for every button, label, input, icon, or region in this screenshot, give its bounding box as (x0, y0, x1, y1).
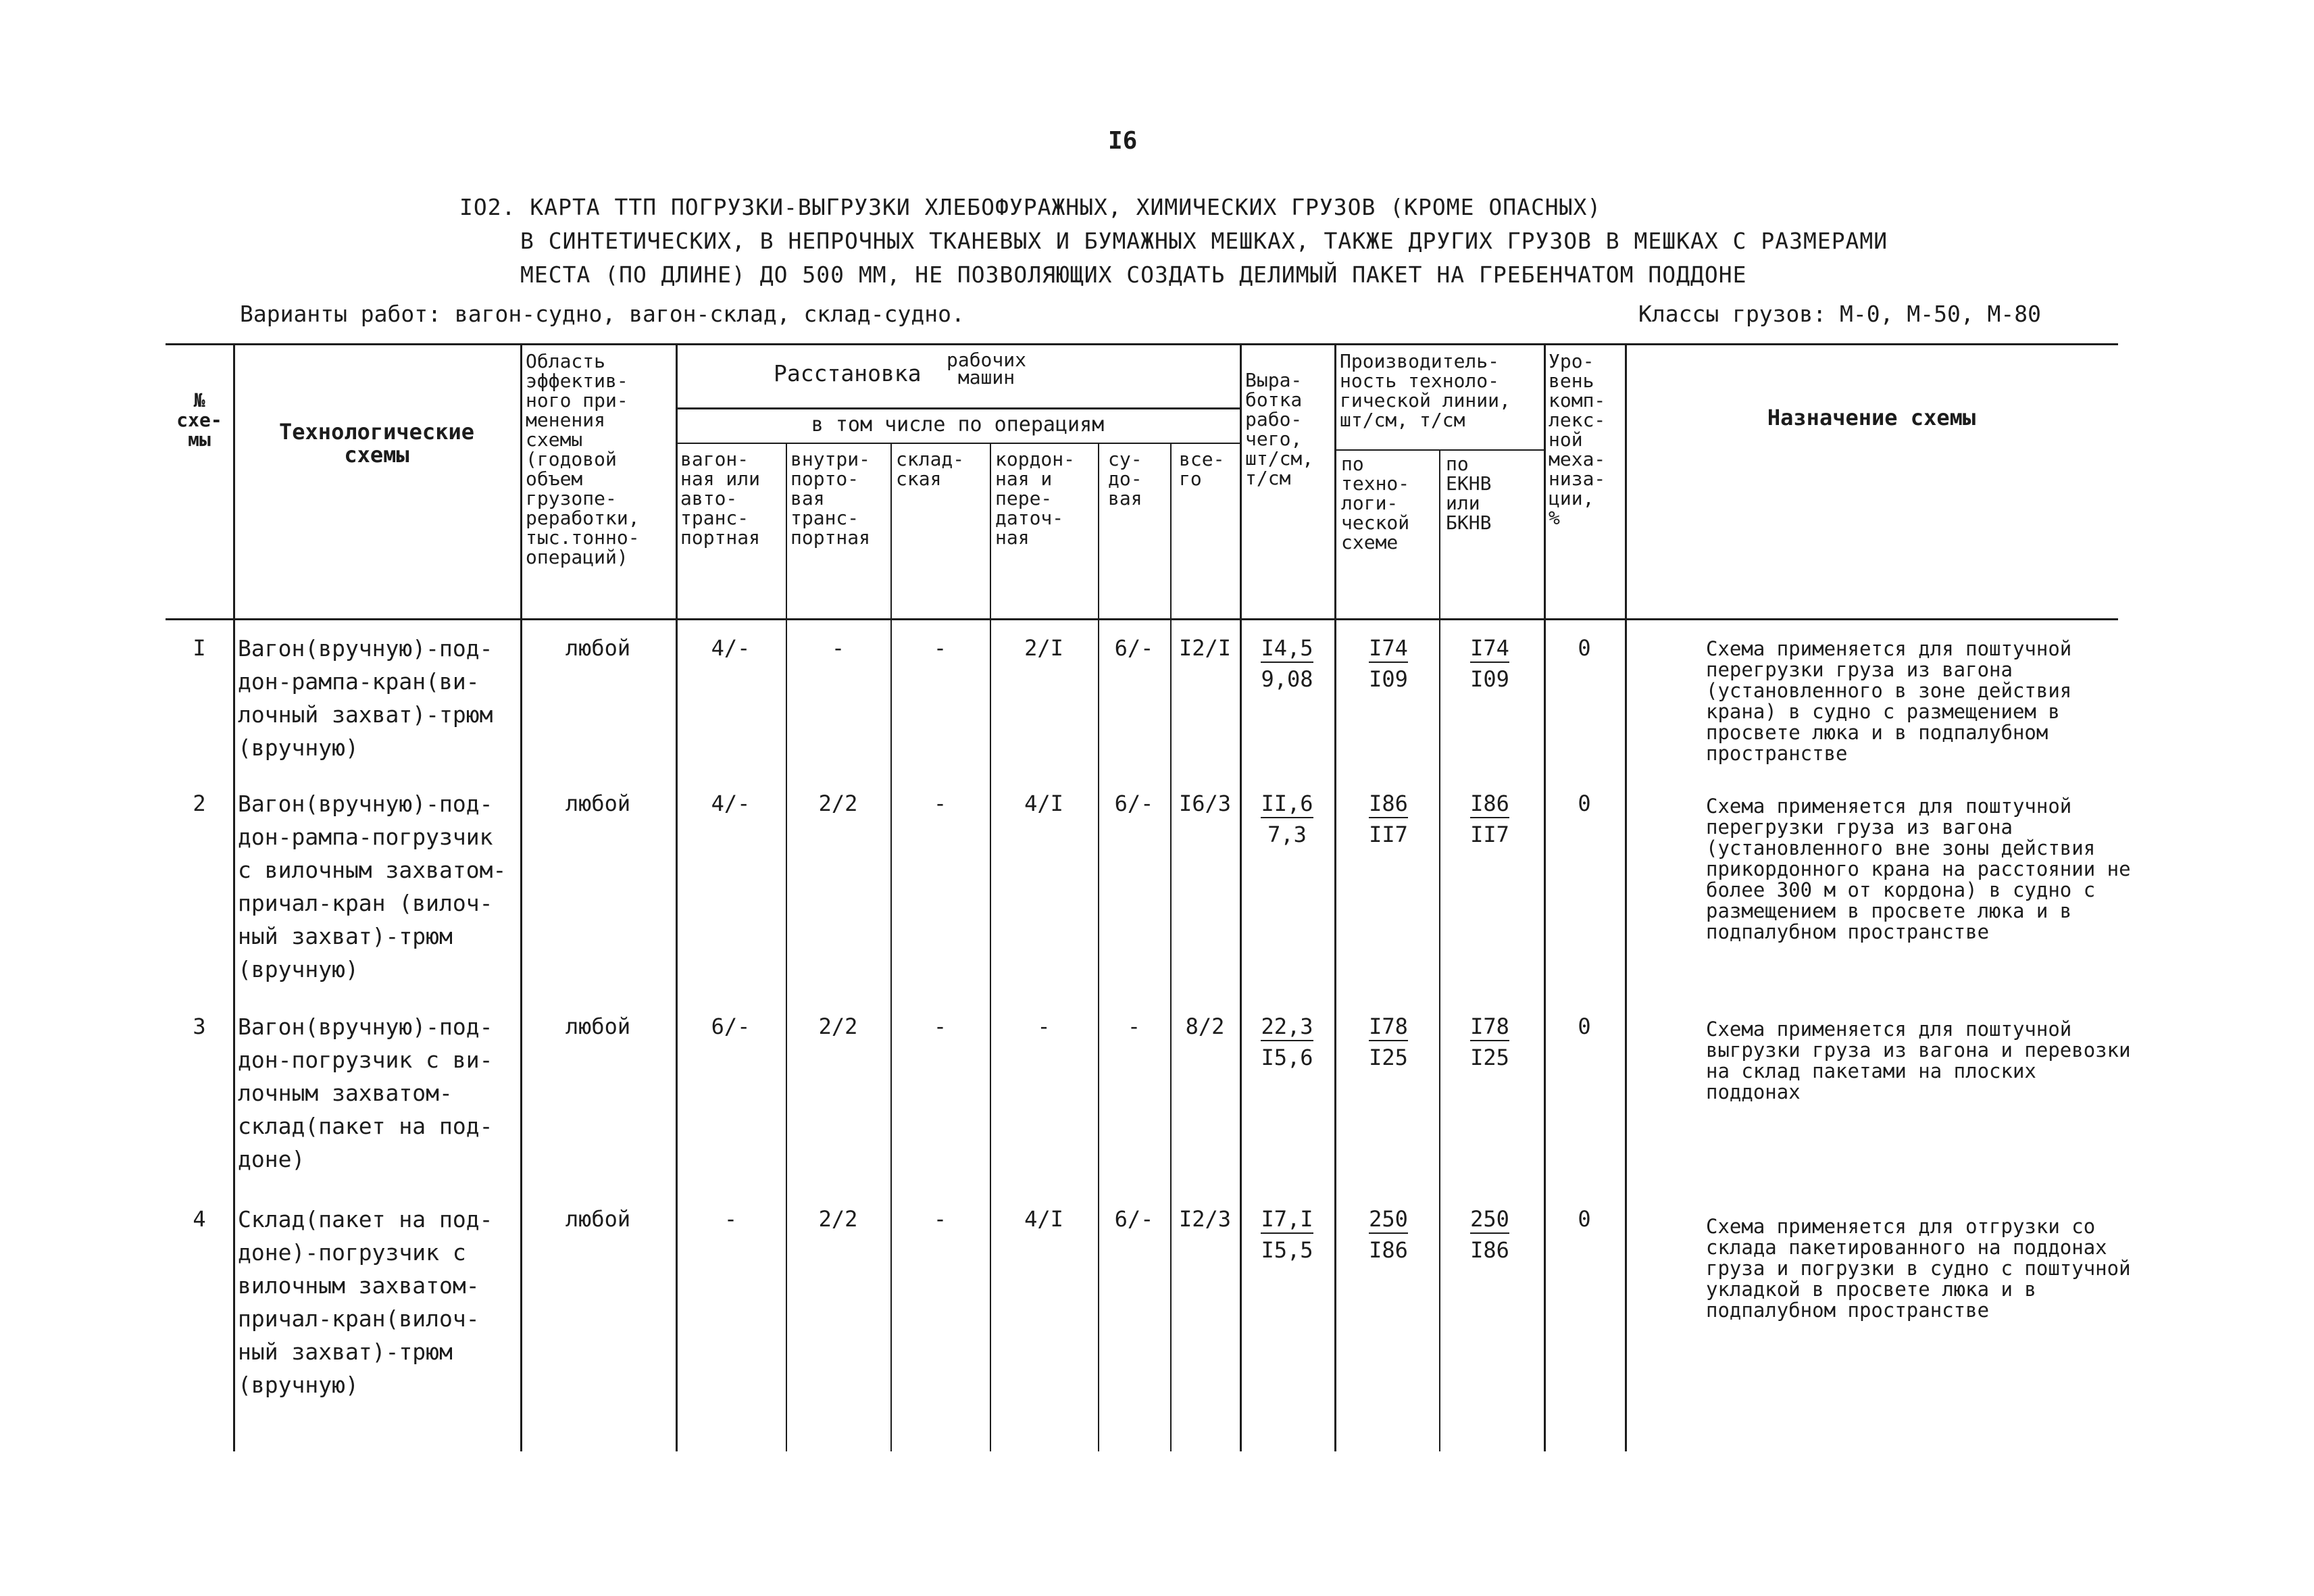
row-number: I (193, 635, 206, 661)
row-total: I6/3 (1178, 791, 1232, 816)
row-purpose (1625, 796, 2132, 943)
header-mechanization-level: Уро- вень комп- лекс- ной меха- низа- ции, % (1549, 350, 1606, 529)
row-prod-tech (1358, 632, 1419, 694)
row-prod-tech (1358, 787, 1419, 849)
output-per-shift-t: I5,6 (1261, 1045, 1313, 1070)
row-wagon: 4/- (711, 791, 751, 816)
col-line (786, 443, 787, 1451)
output-per-shift-t: 9,08 (1261, 666, 1313, 692)
row-internal: 2/2 (818, 1206, 858, 1232)
row-internal: 2/2 (818, 791, 858, 816)
header-scheme-number: № схе- мы (176, 389, 222, 451)
col-line (520, 343, 522, 1451)
row-total: I2/3 (1178, 1206, 1232, 1232)
row-scheme: Вагон(вручную)-под- дон-рампа-погрузчик с вилочным захватом- причал-кран (вилоч- ный захват)-трюм (вручную) (238, 791, 507, 982)
prod-eknv-pcs: 250 (1470, 1205, 1509, 1234)
header-op-internal: внутри- порто- вая транс- портная (790, 448, 871, 549)
row-wagon: 6/- (711, 1014, 751, 1039)
operations-rule (676, 443, 1240, 444)
header-placement: Расстановка (774, 360, 922, 386)
row-warehouse: - (933, 1206, 947, 1232)
row-output (1257, 632, 1317, 694)
header-technological-schemes: Технологические схемы (279, 419, 474, 468)
purpose-text: Схема применяется для отгрузки со склада пакетированного на поддонах груза и погрузки в судно с поштучной укладкой в просвете люка и в подпалубном пространстве (1706, 1215, 2131, 1322)
placement-sub-rule (676, 407, 1240, 409)
header-productivity: Производитель- ность техноло- гической линии, шт/см, т/см (1340, 350, 1511, 431)
purpose-text: Схема применяется для поштучной перегрузки груза из вагона (установленного в зоне действия крана) в судно с размещением в просвете люка и в подпалубном пространстве (1706, 637, 2072, 765)
output-per-shift-t: 7,3 (1267, 822, 1307, 847)
row-purpose (1625, 1019, 2132, 1103)
row-purpose (1625, 639, 2132, 764)
col-line (890, 443, 892, 1451)
row-scheme: Вагон(вручную)-под- дон-погрузчик с ви- лочным захватом- склад(пакет на под- доне) (238, 1014, 493, 1172)
row-area: любой (565, 791, 631, 816)
row-scheme: Вагон(вручную)-под- дон-рампа-кран(ви- лочный захват)-трюм (вручную) (238, 635, 493, 761)
header-op-quay: кордон- ная и пере- даточ- ная (995, 448, 1076, 549)
row-prod-eknv (1459, 1203, 1520, 1265)
col-line (990, 443, 991, 1451)
row-number: 2 (193, 791, 206, 816)
header-placement-machines: рабочих машин (946, 349, 1026, 389)
header-application-area: Область эффектив- ного при- менения схемы (годовой объем грузопе- реработки, тыс.тонно- операций) (526, 350, 640, 568)
prod-tech-pcs: 250 (1369, 1205, 1408, 1234)
col-line (676, 343, 678, 1451)
header-op-ship: су- до- вая (1108, 448, 1142, 509)
row-total: I2/I (1178, 635, 1232, 661)
col-line (1240, 343, 1242, 1451)
row-area: любой (565, 1206, 631, 1232)
row-ship: 6/- (1114, 635, 1154, 661)
row-prod-eknv (1459, 1010, 1520, 1072)
header-prod-tech-scheme: по техно- логи- ческой схеме (1341, 453, 1410, 553)
prod-tech-t: I25 (1369, 1045, 1408, 1070)
purpose-text: Схема применяется для поштучной выгрузки груза из вагона и перевозки на склад пакетами на плоских поддонах (1706, 1018, 2131, 1103)
row-area: любой (565, 635, 631, 661)
table-top-rule (166, 343, 2118, 345)
prod-eknv-pcs: I86 (1470, 790, 1509, 818)
header-op-total: все- го (1179, 448, 1225, 490)
row-ship: - (1127, 1014, 1141, 1039)
row-purpose (1625, 1216, 2132, 1321)
header-worker-output: Выра- ботка рабо- чего, шт/см, т/см (1245, 369, 1314, 489)
work-variants: Варианты работ: вагон-судно, вагон-склад, склад-судно. (240, 301, 965, 327)
row-quay: 4/I (1024, 1206, 1063, 1232)
row-area: любой (565, 1014, 631, 1039)
page-number: I6 (1108, 127, 1138, 155)
row-output (1257, 1010, 1317, 1072)
row-internal: - (831, 635, 845, 661)
row-mechanization: 0 (1578, 791, 1591, 816)
row-ship: 6/- (1114, 791, 1154, 816)
title-line-1: IO2. КАРТА ТТП ПОГРУЗКИ-ВЫГРУЗКИ ХЛЕБОФУРАЖНЫХ, ХИМИЧЕСКИХ ГРУЗОВ (КРОМЕ ОПАСНЫХ) (459, 194, 1602, 220)
row-warehouse: - (933, 635, 947, 661)
row-warehouse: - (933, 1014, 947, 1039)
prod-tech-pcs: I78 (1369, 1013, 1408, 1041)
prod-eknv-t: I09 (1470, 666, 1509, 692)
header-op-wagon: вагон- ная или авто- транс- портная (680, 448, 761, 549)
row-wagon: - (724, 1206, 738, 1232)
row-scheme: Склад(пакет на под- доне)-погрузчик с вилочным захватом- причал-кран(вилоч- ный захват)-трюм (вручную) (238, 1206, 493, 1398)
output-per-shift-pcs: I7,I (1261, 1205, 1313, 1234)
prod-tech-pcs: I86 (1369, 790, 1408, 818)
header-op-warehouse: склад- ская (896, 448, 965, 490)
header-bottom-rule (166, 618, 2118, 620)
output-per-shift-t: I5,5 (1261, 1237, 1313, 1263)
prod-tech-t: I86 (1369, 1237, 1408, 1263)
purpose-text: Схема применяется для поштучной перегрузки груза из вагона (установленного вне зоны действия прикордонного крана на расстоянии не более 300 м от кордона) в судно с размещением в просвете люка и в подпалубном пространстве (1706, 795, 2131, 943)
header-prod-eknv: по ЕКНВ или БКНВ (1446, 453, 1492, 534)
row-wagon: 4/- (711, 635, 751, 661)
prod-eknv-t: I86 (1470, 1237, 1509, 1263)
row-output (1257, 787, 1317, 849)
prod-tech-t: II7 (1369, 822, 1408, 847)
output-per-shift-pcs: 22,3 (1261, 1013, 1313, 1041)
col-line (1334, 343, 1336, 1451)
row-quay: 2/I (1024, 635, 1063, 661)
prod-tech-pcs: I74 (1369, 634, 1408, 663)
row-mechanization: 0 (1578, 1206, 1591, 1232)
row-quay: 4/I (1024, 791, 1063, 816)
col-line (233, 343, 235, 1451)
row-ship: 6/- (1114, 1206, 1154, 1232)
prod-tech-t: I09 (1369, 666, 1408, 692)
output-per-shift-pcs: I4,5 (1261, 634, 1313, 663)
title-line-2: В СИНТЕТИЧЕСКИХ, В НЕПРОЧНЫХ ТКАНЕВЫХ И БУМАЖНЫХ МЕШКАХ, ТАКЖЕ ДРУГИХ ГРУЗОВ В МЕШКАХ С РАЗМЕРАМИ (520, 228, 1888, 254)
row-prod-tech (1358, 1010, 1419, 1072)
row-prod-tech (1358, 1203, 1419, 1265)
prod-eknv-t: I25 (1470, 1045, 1509, 1070)
prod-eknv-pcs: I78 (1470, 1013, 1509, 1041)
row-output (1257, 1203, 1317, 1265)
col-line (1439, 449, 1440, 1451)
row-internal: 2/2 (818, 1014, 858, 1039)
header-by-operations: в том числе по операциям (811, 413, 1105, 437)
output-per-shift-pcs: II,6 (1261, 790, 1313, 818)
col-line (1544, 343, 1546, 1451)
prod-eknv-pcs: I74 (1470, 634, 1509, 663)
header-purpose: Назначение схемы (1767, 405, 1976, 430)
row-prod-eknv (1459, 787, 1520, 849)
row-number: 4 (193, 1206, 206, 1232)
document-title (459, 191, 1946, 292)
col-line (1098, 443, 1099, 1451)
row-warehouse: - (933, 791, 947, 816)
row-prod-eknv (1459, 632, 1520, 694)
row-mechanization: 0 (1578, 1014, 1591, 1039)
row-mechanization: 0 (1578, 635, 1591, 661)
row-total: 8/2 (1185, 1014, 1225, 1039)
cargo-classes: Классы грузов: М-0, М-50, М-80 (1638, 301, 2042, 327)
row-quay: - (1037, 1014, 1051, 1039)
col-line (1170, 443, 1172, 1451)
row-number: 3 (193, 1014, 206, 1039)
prod-eknv-t: II7 (1470, 822, 1509, 847)
title-line-3: МЕСТА (ПО ДЛИНЕ) ДО 500 ММ, НЕ ПОЗВОЛЯЮЩИХ СОЗДАТЬ ДЕЛИМЫЙ ПАКЕТ НА ГРЕБЕНЧАТОМ ПОДДОНЕ (520, 261, 1747, 288)
